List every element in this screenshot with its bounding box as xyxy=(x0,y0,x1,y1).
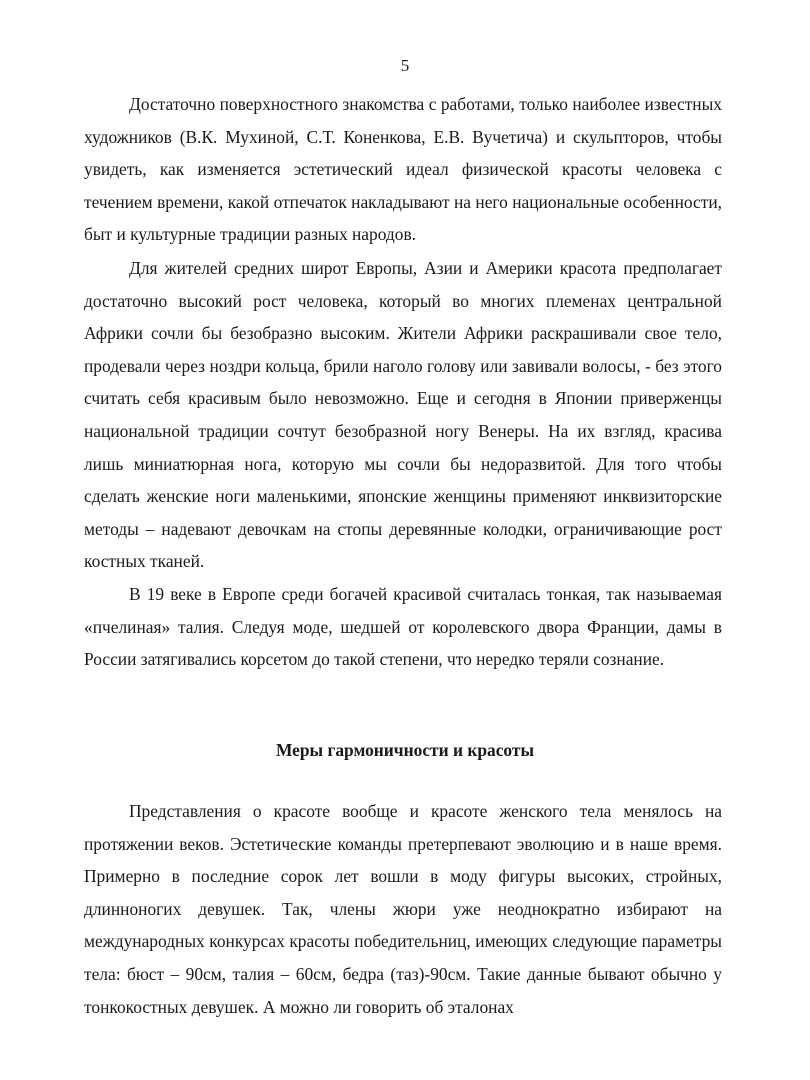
paragraph-beauty-measures: Представления о красоте вообще и красоте женского тела менялось на протяжении веков. Эстетические команды претерпевают эволюцию и в наше время. Примерно в последние сорок лет вошли в моду фигуры высоких, стройных, длинноногих девушек. Так, члены жюри уже неоднократно избирают на международных конкурсах красоты победительниц, имеющих следующие параметры тела: бюст – 90см, талия – 60см, бедра (таз)-90см. Такие данные бывают обычно у тонкокостных девушек. А можно ли говорить об эталонах xyxy=(84,801,722,1017)
paragraph-regional-beauty: Для жителей средних широт Европы, Азии и Америки красота предполагает достаточно высокий рост человека, который во многих племенах центральной Африки сочли бы безобразно высоким. Жители Африки раскрашивали свое тело, продевали через ноздри кольца, брили наголо голову или завивали волосы, - без этого считать себя красивым было невозможно. Еще и сегодня в Японии приверженцы национальной традиции сочтут безобразной ногу Венеры. На их взгляд, красива лишь миниатюрная нога, которую мы сочли бы недоразвитой. Для того чтобы сделать женские ноги маленькими, японские женщины применяют инквизиторские методы – надевают девочкам на стопы деревянные колодки, ограничивающие рост костных тканей. xyxy=(84,258,722,572)
paragraph-bee-waist: В 19 веке в Европе среди богачей красивой считалась тонкая, так называемая «пчелиная» талия. Следуя моде, шедшей от королевского двора Франции, дамы в России затягивались корсетом до такой степени, что нередко теряли сознание. xyxy=(84,584,722,670)
paragraph-artists-ideal: Достаточно поверхностного знакомства с работами, только наиболее известных художников (В.К. Мухиной, С.Т. Коненкова, Е.В. Вучетича) и скульпторов, чтобы увидеть, как изменяется эстетический идеал физической красоты человека с течением времени, какой отпечаток накладывают на него национальные особенности, быт и культурные традиции разных народов. xyxy=(84,94,722,245)
page-number: 5 xyxy=(400,56,410,75)
section-heading: Меры гармоничности и красоты xyxy=(275,740,535,760)
